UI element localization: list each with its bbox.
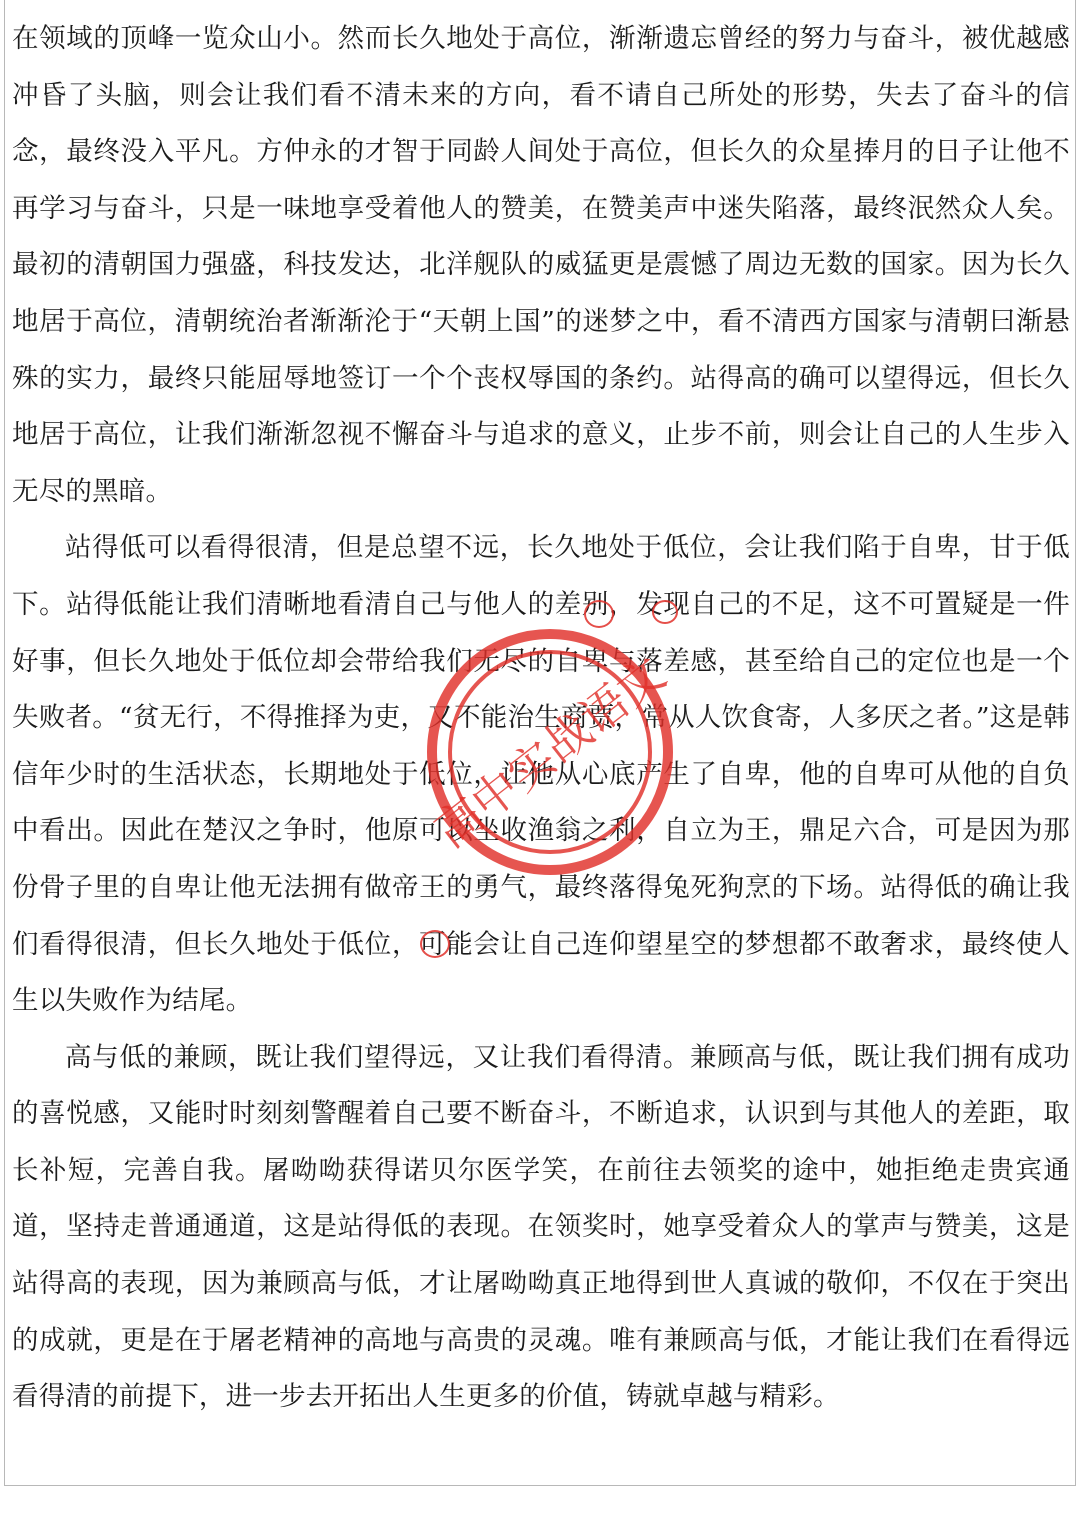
essay-body xyxy=(12,11,1070,1426)
essay-paragraph-2: 站得低可以看得很清，但是总望不远，长久地处于低位，会让我们陷于自卑，甘于低下。站得低能让我们清晰地看清自己与他人的差别，发现自己的不足，这不可置疑是一件好事，但长久地处于低位却会带给我们无尽的自卑与落差感，甚至给自己的定位也是一个失败者。“贫无行，不得推择为吏，又不能治生商贾，常从人饮食寄，人多厌之者。”这是韩信年少时的生活状态，长期地处于低位，让他从心底产生了自卑，他的自卑可从他的自负中看出。因此在楚汉之争时，他原可以坐收渔翁之利，自立为王，鼎足六合，可是因为那份骨子里的自卑让他无法拥有做帝王的勇气，最终落得兔死狗烹的下场。站得低的确让我们看得很清，但长久地处于低位，可能会让自己连仰望星空的梦想都不敢奢求，最终使人生以失败作为结尾。 xyxy=(12,532,1070,1017)
essay-paragraph-1: 在领域的顶峰一览众山小。然而长久地处于高位，渐渐遗忘曾经的努力与奋斗，被优越感冲昏了头脑，则会让我们看不清未来的方向，看不请自己所处的形势，失去了奋斗的信念，最终没入平凡。方仲永的才智于同龄人间处于高位，但长久的众星捧月的日子让他不再学习与奋斗，只是一味地享受着他人的赞美，在赞美声中迷失陷落，最终泯然众人矣。最初的清朝国力强盛，科技发达，北洋舰队的威猛更是震憾了周边无数的国家。因为长久地居于高位，清朝统治者渐渐沦于“天朝上国”的迷梦之中，看不清西方国家与清朝曰渐悬殊的实力，最终只能屈辱地签订一个个丧权辱国的条约。站得高的确可以望得远，但长久地居于高位，让我们渐渐忽视不懈奋斗与追求的意义，止步不前，则会让自己的人生步入无尽的黑暗。 xyxy=(12,23,1070,507)
essay-paragraph-3: 高与低的兼顾，既让我们望得远，又让我们看得清。兼顾高与低，既让我们拥有成功的喜悦感，又能时时刻刻警醒着自己要不断奋斗，不断追求，认识到与其他人的差距，取长补短，完善自我。屠呦呦获得诺贝尔医学笑，在前往去领奖的途中，她拒绝走贵宾通道，坚持走普通通道，这是站得低的表现。在领奖时，她享受着众人的掌声与赞美，这是站得高的表现，因为兼顾高与低，才让屠呦呦真正地得到世人真诚的敬仰，不仅在于突出的成就，更是在于屠老精神的高地与高贵的灵魂。唯有兼顾高与低，才能让我们在看得远看得清的前提下，进一步去开拓出人生更多的价值，铸就卓越与精彩。 xyxy=(12,1041,1070,1413)
stamp-text: 高中实战语文 xyxy=(424,645,676,859)
